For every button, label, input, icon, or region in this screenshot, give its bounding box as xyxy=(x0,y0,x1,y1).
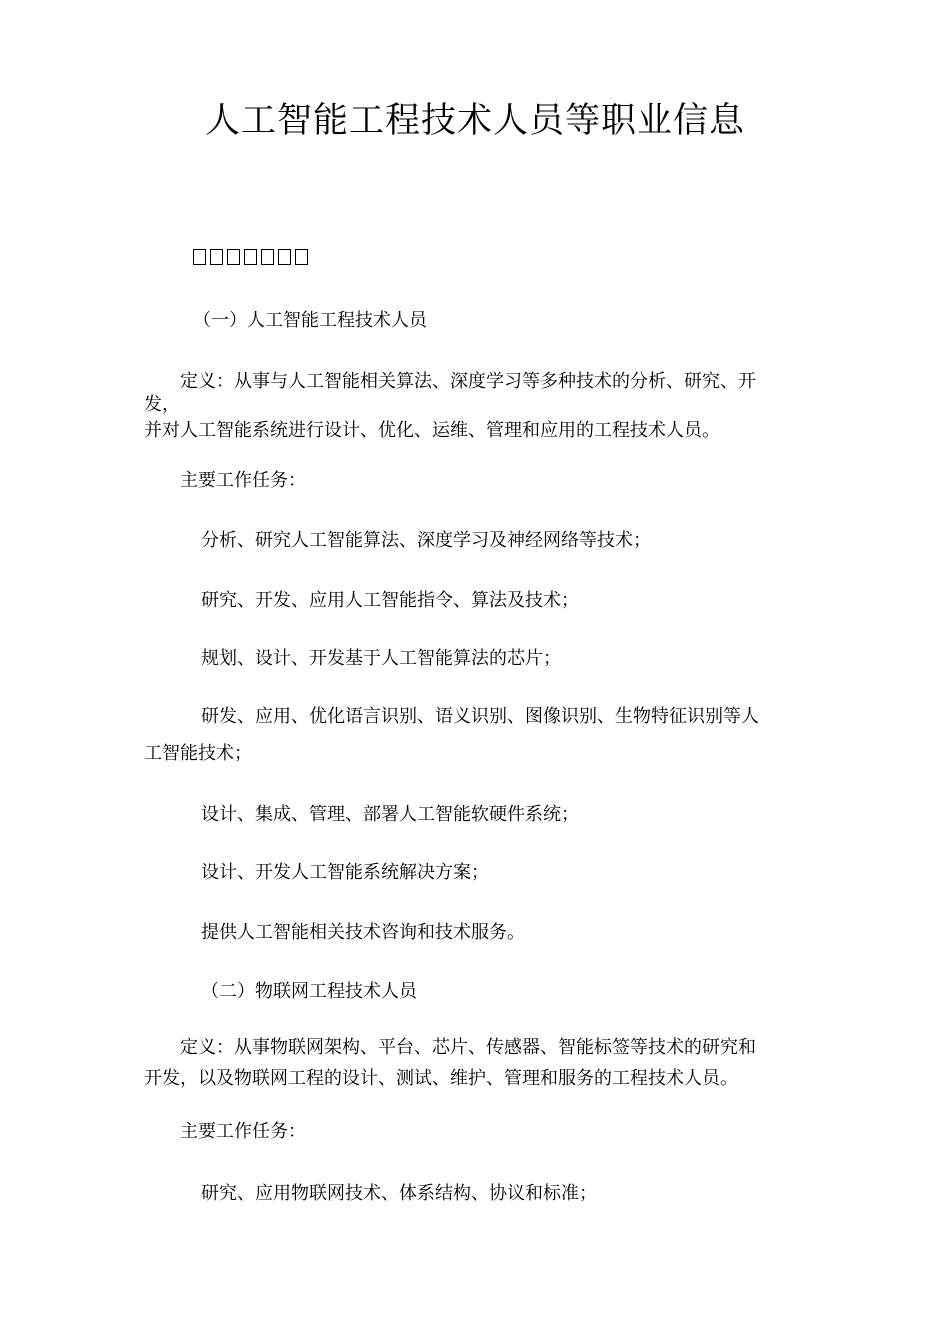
placeholder-box xyxy=(295,249,308,265)
task-item: 研究、应用物联网技术、体系结构、协议和标准； xyxy=(201,1183,597,1204)
definition-line: 发， xyxy=(144,394,180,415)
document-title: 人工智能工程技术人员等职业信息 xyxy=(204,101,745,141)
task-item: 研发、应用、优化语言识别、语义识别、图像识别、生物特征识别等人 xyxy=(201,706,759,727)
placeholder-box xyxy=(278,249,291,265)
placeholder-box xyxy=(244,249,257,265)
placeholder-boxes xyxy=(193,249,308,265)
task-item: 分析、研究人工智能算法、深度学习及神经网络等技术； xyxy=(201,530,651,551)
placeholder-box xyxy=(193,249,206,265)
placeholder-box xyxy=(210,249,223,265)
definition-line: 定义：从事与人工智能相关算法、深度学习等多种技术的分析、研究、开 xyxy=(180,371,756,392)
task-item: 设计、集成、管理、部署人工智能软硬件系统； xyxy=(201,804,579,825)
tasks-label: 主要工作任务： xyxy=(180,1121,306,1142)
task-item: 提供人工智能相关技术咨询和技术服务。 xyxy=(201,922,525,943)
definition-line: 开发，以及物联网工程的设计、测试、维护、管理和服务的工程技术人员。 xyxy=(144,1068,738,1089)
placeholder-box xyxy=(261,249,274,265)
task-item: 研究、开发、应用人工智能指令、算法及技术； xyxy=(201,590,579,611)
section-heading: （二）物联网工程技术人员 xyxy=(201,981,417,1002)
definition-line: 并对人工智能系统进行设计、优化、运维、管理和应用的工程技术人员。 xyxy=(144,420,720,441)
tasks-label: 主要工作任务： xyxy=(180,470,306,491)
task-item-continued: 工智能技术； xyxy=(144,743,252,764)
definition-line: 定义：从事物联网架构、平台、芯片、传感器、智能标签等技术的研究和 xyxy=(180,1037,756,1058)
placeholder-box xyxy=(227,249,240,265)
section-heading: （一）人工智能工程技术人员 xyxy=(193,310,427,331)
task-item: 规划、设计、开发基于人工智能算法的芯片； xyxy=(201,648,561,669)
task-item: 设计、开发人工智能系统解决方案； xyxy=(201,862,489,883)
